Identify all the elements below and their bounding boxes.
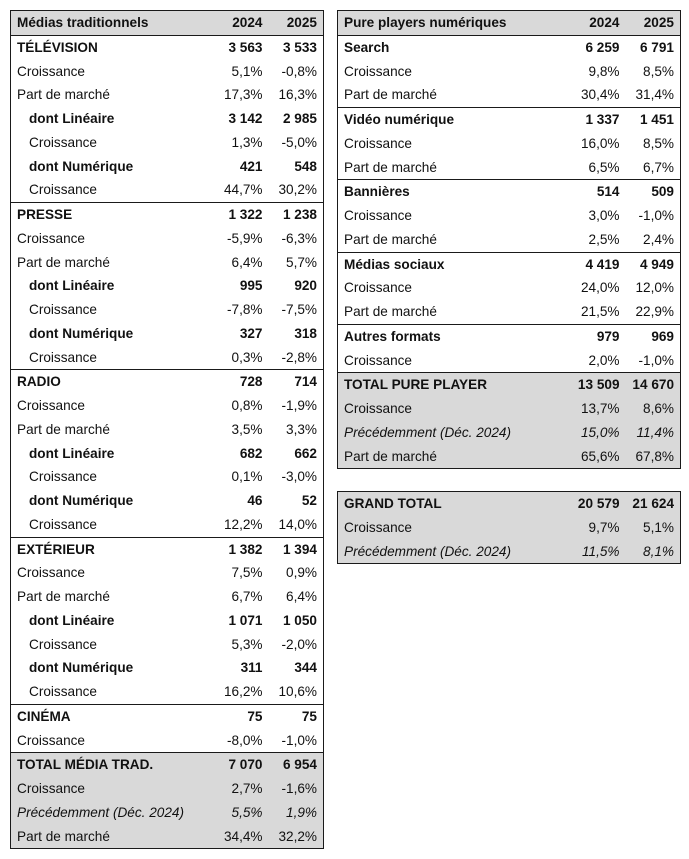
row-label: Croissance [29,182,97,198]
table-row [11,298,324,322]
value-2024: 46 [247,493,263,508]
table-row [11,585,324,609]
row-label: Croissance [29,302,97,317]
value-2025: 6 954 [269,753,324,777]
value-2024: 0,3% [231,349,263,365]
value-2025: 1 394 [269,537,324,561]
value-2025: 1,9% [269,801,324,825]
row-label: dont Numérique [29,325,134,341]
row-label: TOTAL PURE PLAYER [338,373,563,397]
row-label: Part de marché [338,445,563,469]
value-2024: 30,4% [580,87,620,103]
value-2024: 311 [240,660,263,676]
value-2025: -1,9% [281,398,317,413]
row-label: PRESSE [11,203,206,227]
value-2024: 6,5% [588,159,620,175]
row-label: Autres formats [338,324,563,348]
row-label: Médias sociaux [338,252,563,276]
value-2025: 2 985 [282,111,317,126]
column-header-2024: 2024 [206,11,269,36]
row-label: Part de marché [17,421,110,437]
value-2025: -0,8% [281,63,317,79]
row-label: dont Linéaire [29,278,115,294]
row-label: Croissance [29,636,97,652]
table-row [11,346,324,370]
value-2025: 6 791 [639,39,674,55]
value-2025: 30,2% [278,182,317,198]
table-row [338,132,681,156]
row-label: Croissance [29,349,97,365]
value-2025: -3,0% [281,469,317,485]
value-2025: -2,8% [281,349,317,365]
row-label: CINÉMA [11,704,206,728]
value-2024: -7,8% [226,302,263,317]
category-row [338,108,681,132]
row-label: Croissance [338,397,563,421]
category-row [11,704,324,728]
value-2025: 509 [626,180,681,204]
value-2024: 1 337 [563,108,626,132]
table-row [11,131,324,155]
value-2024: 17,3% [223,87,263,103]
table-row [338,204,681,228]
value-2025: 8,6% [626,397,681,421]
value-2024: 9,8% [588,63,620,79]
value-2024: 16,0% [580,135,620,151]
value-2024: 24,0% [580,280,620,296]
value-2025: 5,7% [286,254,317,270]
table-header-row [11,11,324,36]
value-2024: 21,5% [580,304,620,319]
value-2024: 728 [206,370,269,394]
row-label: Croissance [17,230,85,246]
value-2024: 1 071 [228,612,263,628]
row-label: dont Numérique [29,158,134,174]
row-label: Part de marché [344,87,437,103]
total-row [338,373,681,397]
value-2025: -1,6% [269,777,324,801]
row-label: Croissance [338,516,563,540]
category-row [11,35,324,59]
table-row [11,394,324,418]
grand-total-table [337,491,681,564]
value-2024: 3 142 [228,111,263,126]
row-label: Search [344,39,390,55]
column-header-label: Médias traditionnels [11,11,206,36]
table-row [338,349,681,373]
table-row [11,729,324,753]
row-label: GRAND TOTAL [338,492,563,516]
table-row [11,656,324,680]
value-2025: 5,1% [626,516,681,540]
table-row [11,633,324,657]
table-row [11,489,324,513]
value-2025: 8,5% [643,135,674,151]
category-row [11,370,324,394]
value-2024: 0,1% [231,469,263,485]
category-row [11,537,324,561]
category-row [338,324,681,348]
row-label: dont Linéaire [29,445,115,461]
value-2025: 920 [294,278,317,294]
value-2024: 6 259 [585,39,620,55]
value-2024: 13 509 [563,373,626,397]
value-2024: 5,5% [206,801,269,825]
row-label: Croissance [344,352,412,368]
row-label: Part de marché [17,254,110,270]
table-row [338,83,681,107]
row-label: Croissance [17,398,85,413]
value-2024: 2,7% [206,777,269,801]
table-row [11,465,324,489]
total-row [338,540,681,564]
table-row [11,251,324,275]
table-row [11,83,324,107]
value-2025: 0,9% [286,565,317,581]
value-2025: 12,0% [635,280,674,296]
value-2025: 16,3% [278,87,317,103]
category-row [338,180,681,204]
row-label: Croissance [29,134,97,150]
row-label: dont Linéaire [29,612,115,628]
value-2025: 31,4% [635,87,674,103]
row-label: Précédemment (Déc. 2024) [11,801,206,825]
value-2024: 1,3% [231,134,263,150]
table-row [11,60,324,84]
value-2024: 3,0% [588,208,620,223]
row-label: Part de marché [344,159,437,175]
value-2025: 2,4% [643,231,674,247]
row-label: Précédemment (Déc. 2024) [338,540,563,564]
value-2025: 344 [294,660,317,676]
value-2024: 65,6% [563,445,626,469]
row-label: Croissance [344,135,412,151]
value-2025: 11,4% [626,421,681,445]
table-row [11,322,324,346]
value-2024: 327 [239,325,263,341]
value-2024: 5,1% [231,63,263,79]
value-2024: 9,7% [563,516,626,540]
value-2025: -1,0% [638,208,674,223]
total-row [338,421,681,445]
value-2025: 1 238 [269,203,324,227]
table-row [338,156,681,180]
value-2025: 8,5% [643,63,674,79]
category-row [338,252,681,276]
table-header-row [338,11,681,36]
value-2024: 514 [563,180,626,204]
value-2024: 2,0% [588,352,620,368]
category-row [338,35,681,59]
row-label: Croissance [29,684,97,699]
value-2024: 6,7% [231,589,263,604]
row-label: Croissance [17,565,85,581]
value-2025: 67,8% [626,445,681,469]
row-label: Croissance [344,208,412,223]
table-row [338,60,681,84]
table-row [338,276,681,300]
row-label: Part de marché [344,231,437,247]
row-label: Part de marché [344,304,437,319]
value-2025: 6,7% [643,159,674,175]
value-2025: 14 670 [626,373,681,397]
row-label: Part de marché [17,589,110,604]
column-header-label: Pure players numériques [338,11,563,36]
value-2024: 34,4% [206,825,269,849]
pure-players-table [337,10,681,469]
table-row [338,300,681,324]
row-label: Croissance [11,777,206,801]
value-2025: -2,0% [281,636,317,652]
value-2024: 682 [239,445,263,461]
total-row [11,825,324,849]
value-2024: 16,2% [223,684,263,699]
column-header-2024: 2024 [563,11,626,36]
table-row [11,227,324,251]
table-row [11,609,324,633]
total-row [11,777,324,801]
row-label: RADIO [11,370,206,394]
value-2025: 662 [294,445,317,461]
row-label: dont Numérique [29,660,134,676]
value-2025: 4 949 [626,252,681,276]
value-2025: 22,9% [635,304,674,319]
table-row [11,442,324,466]
value-2024: 6,4% [231,254,263,270]
value-2025: 3 533 [282,39,317,55]
value-2025: 75 [269,704,324,728]
row-label: Vidéo numérique [338,108,563,132]
value-2024: 11,5% [563,540,626,564]
row-label: TOTAL MÉDIA TRAD. [11,753,206,777]
value-2024: 979 [563,324,626,348]
traditional-media-table [10,10,324,849]
value-2025: -1,0% [638,352,674,368]
value-2025: 32,2% [269,825,324,849]
row-label: Croissance [17,732,85,748]
value-2024: 0,8% [231,398,263,413]
column-header-2025: 2025 [269,11,324,36]
value-2024: 4 419 [563,252,626,276]
row-label: Croissance [17,63,85,79]
value-2024: 3,5% [231,421,263,437]
value-2024: 1 382 [206,537,269,561]
row-label: Bannières [338,180,563,204]
table-row [11,680,324,704]
table-row [11,513,324,537]
column-header-2025: 2025 [626,11,681,36]
row-label: Croissance [29,516,97,532]
table-row [11,107,324,131]
total-row [11,753,324,777]
row-label: Croissance [344,280,412,296]
category-row [11,203,324,227]
row-label: Croissance [29,469,97,485]
value-2024: 1 322 [206,203,269,227]
value-2025: 1 050 [282,612,317,628]
value-2025: 714 [269,370,324,394]
row-label: Part de marché [17,87,110,103]
value-2024: 7,5% [231,565,263,581]
value-2025: 14,0% [278,516,317,532]
value-2025: 52 [301,493,317,508]
value-2025: 1 451 [626,108,681,132]
total-row [11,801,324,825]
value-2025: 318 [294,325,317,341]
total-row [338,445,681,469]
value-2025: -1,0% [281,732,317,748]
value-2025: -7,5% [281,302,317,317]
value-2024: 15,0% [563,421,626,445]
value-2024: 995 [239,278,263,294]
value-2024: -5,9% [226,230,263,246]
value-2024: 12,2% [223,516,263,532]
total-row [338,397,681,421]
row-label: TÉLÉVISION [17,39,98,55]
row-label: Croissance [344,63,412,79]
value-2024: 2,5% [588,231,620,247]
total-row [338,516,681,540]
value-2025: 10,6% [278,684,317,699]
value-2025: -5,0% [281,134,317,150]
table-row [11,178,324,202]
table-row [338,228,681,252]
value-2025: 8,1% [626,540,681,564]
row-label: EXTÉRIEUR [11,537,206,561]
value-2024: 3 563 [228,39,263,55]
table-row [11,155,324,179]
row-label: dont Numérique [29,493,134,508]
value-2024: 7 070 [206,753,269,777]
value-2024: 421 [239,158,263,174]
value-2024: 20 579 [563,492,626,516]
row-label: Part de marché [11,825,206,849]
value-2024: -8,0% [226,732,263,748]
value-2025: -6,3% [281,230,317,246]
value-2024: 75 [206,704,269,728]
value-2025: 3,3% [286,421,317,437]
table-row [11,274,324,298]
table-row [11,561,324,585]
value-2025: 548 [294,158,317,174]
row-label: Précédemment (Déc. 2024) [338,421,563,445]
value-2024: 13,7% [563,397,626,421]
value-2025: 969 [626,324,681,348]
value-2024: 5,3% [231,636,263,652]
value-2025: 21 624 [626,492,681,516]
value-2024: 44,7% [223,182,263,198]
total-row [338,492,681,516]
table-row [11,418,324,442]
value-2025: 6,4% [286,589,317,604]
row-label: dont Linéaire [29,111,115,126]
